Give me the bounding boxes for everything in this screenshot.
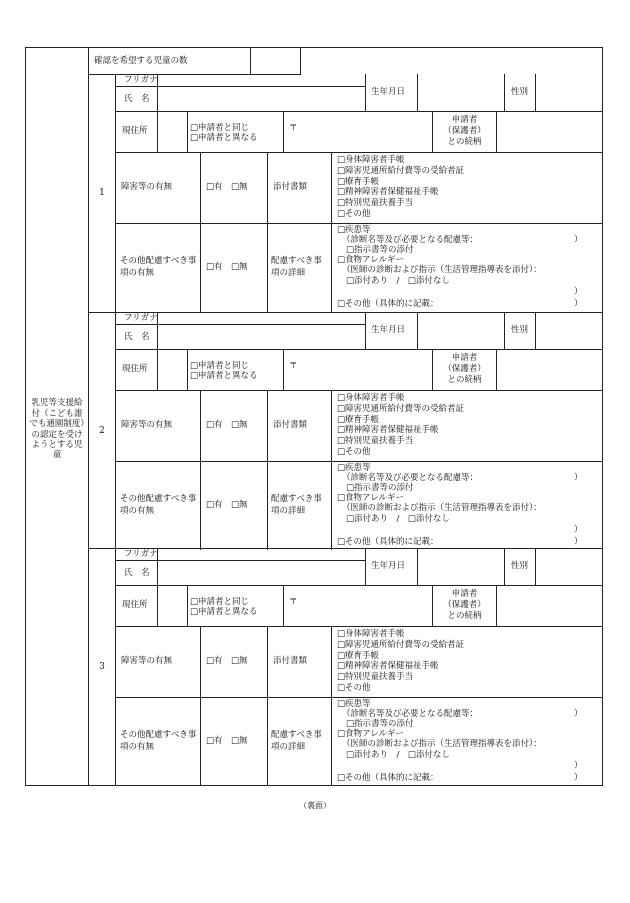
disability-label: 障害等の有無 <box>121 656 173 667</box>
birth-date-label: 生年月日 <box>371 325 406 336</box>
relation-label-3: との続柄 <box>447 375 482 385</box>
attach-yes-no-checkbox[interactable]: □添付あり / □添付なし <box>346 514 450 524</box>
sex-label: 性別 <box>511 87 529 98</box>
document-checkbox[interactable]: □特別児童扶養手当 <box>337 436 414 447</box>
attached-docs-label: 添付書類 <box>273 656 308 667</box>
furigana-label: フリガナ <box>124 74 158 85</box>
different-from-applicant-checkbox[interactable]: □申請者と異なる <box>190 133 258 143</box>
care-yes-no-checkbox[interactable]: □有 □無 <box>206 500 248 511</box>
care-detail-label: 配慮すべき事項の詳細 <box>271 256 322 278</box>
furigana-label: フリガナ <box>124 548 158 559</box>
illness-checkbox[interactable]: □疾患等 <box>337 225 371 235</box>
name-input[interactable] <box>158 561 364 585</box>
disability-yes-no-checkbox[interactable]: □有 □無 <box>206 182 248 193</box>
child-count-value[interactable] <box>251 47 300 75</box>
close-paren: ） <box>574 773 583 783</box>
furigana-input[interactable] <box>158 312 364 324</box>
doctor-instruction-line: （医師の診断および指示（生活管理指導表を添付）： <box>342 739 542 749</box>
sex-label: 性別 <box>511 561 529 572</box>
relation-label-3: との続柄 <box>447 137 482 147</box>
sex-input[interactable] <box>536 548 601 585</box>
close-paren: ） <box>574 299 583 309</box>
illness-checkbox[interactable]: □疾患等 <box>337 699 371 709</box>
food-allergy-checkbox[interactable]: □食物アレルギー <box>337 493 404 503</box>
sex-input[interactable] <box>536 312 601 349</box>
same-as-applicant-checkbox[interactable]: □申請者と同じ <box>190 361 250 371</box>
disability-label: 障害等の有無 <box>121 420 173 431</box>
relation-input[interactable] <box>497 349 601 390</box>
other-care-label: その他配慮すべき事項の有無 <box>120 256 197 278</box>
document-checkbox[interactable]: □障害児通所給付費等の受給者証 <box>337 403 465 414</box>
furigana-label: フリガナ <box>124 312 158 323</box>
document-checkbox[interactable]: □その他 <box>337 447 371 457</box>
birth-date-input[interactable] <box>418 548 503 585</box>
document-checkbox[interactable]: □療育手帳 <box>337 650 380 661</box>
relation-label-1: 申請者 <box>451 115 478 125</box>
close-paren: ） <box>574 235 583 245</box>
doctor-instruction-line: （医師の診断および指示（生活管理指導表を添付）： <box>342 503 542 513</box>
furigana-input[interactable] <box>158 548 364 560</box>
instruction-checkbox[interactable]: □指示書等の添付 <box>346 719 414 729</box>
birth-date-label: 生年月日 <box>371 87 406 98</box>
diagnosis-line: （診断名等及び必要となる配慮等： <box>342 235 479 245</box>
name-label: 氏 名 <box>124 331 150 342</box>
food-allergy-checkbox[interactable]: □食物アレルギー <box>337 255 404 265</box>
document-checkbox[interactable]: □療育手帳 <box>337 414 380 425</box>
same-as-applicant-checkbox[interactable]: □申請者と同じ <box>190 597 250 607</box>
document-checkbox[interactable]: □精神障害者保健福祉手帳 <box>337 661 439 672</box>
different-from-applicant-checkbox[interactable]: □申請者と異なる <box>190 371 258 381</box>
sex-label: 性別 <box>511 325 529 336</box>
document-checkbox[interactable]: □その他 <box>337 683 371 693</box>
address-input[interactable] <box>296 111 431 152</box>
document-checkbox[interactable]: □精神障害者保健福祉手帳 <box>337 187 439 198</box>
care-yes-no-checkbox[interactable]: □有 □無 <box>206 736 248 747</box>
disability-yes-no-checkbox[interactable]: □有 □無 <box>206 656 248 667</box>
document-checkbox[interactable]: □その他 <box>337 209 371 219</box>
name-input[interactable] <box>158 325 364 349</box>
name-input[interactable] <box>158 87 364 111</box>
name-label: 氏 名 <box>124 93 150 104</box>
other-specific-checkbox[interactable]: □その他（具体的に記載： <box>337 537 439 547</box>
attach-yes-no-checkbox[interactable]: □添付あり / □添付なし <box>346 750 450 760</box>
diagnosis-line: （診断名等及び必要となる配慮等： <box>342 709 479 719</box>
document-checkbox[interactable]: □特別児童扶養手当 <box>337 672 414 683</box>
document-checkbox[interactable]: □療育手帳 <box>337 176 380 187</box>
relation-label-1: 申請者 <box>451 589 478 599</box>
relation-label-2: （保護者） <box>443 126 486 136</box>
address-label: 現住所 <box>122 600 148 611</box>
document-checkbox[interactable]: □特別児童扶養手当 <box>337 198 414 209</box>
document-checkbox[interactable]: □精神障害者保健福祉手帳 <box>337 425 439 436</box>
address-label: 現住所 <box>122 126 148 137</box>
relation-label-2: （保護者） <box>443 364 486 374</box>
postal-mark: 〒 <box>289 123 298 133</box>
same-as-applicant-checkbox[interactable]: □申請者と同じ <box>190 123 250 133</box>
postal-mark: 〒 <box>289 597 298 607</box>
instruction-checkbox[interactable]: □指示書等の添付 <box>346 245 414 255</box>
child-number: 1 <box>99 187 105 198</box>
birth-date-label: 生年月日 <box>371 561 406 572</box>
close-paren: ） <box>574 709 583 719</box>
care-yes-no-checkbox[interactable]: □有 □無 <box>206 262 248 273</box>
other-specific-checkbox[interactable]: □その他（具体的に記載： <box>337 299 439 309</box>
document-checkbox[interactable]: □障害児通所給付費等の受給者証 <box>337 165 465 176</box>
birth-date-input[interactable] <box>418 74 503 111</box>
disability-yes-no-checkbox[interactable]: □有 □無 <box>206 420 248 431</box>
birth-date-input[interactable] <box>418 312 503 349</box>
address-input[interactable] <box>296 585 431 626</box>
attached-docs-label: 添付書類 <box>273 182 308 193</box>
close-paren: ） <box>574 473 583 483</box>
attach-yes-no-checkbox[interactable]: □添付あり / □添付なし <box>346 276 450 286</box>
document-checkbox[interactable]: □障害児通所給付費等の受給者証 <box>337 639 465 650</box>
relation-input[interactable] <box>497 111 601 152</box>
close-paren: ） <box>574 761 583 771</box>
document-checkbox[interactable]: □身体障害者手帳 <box>337 629 405 639</box>
close-paren: ） <box>574 525 583 535</box>
name-label: 氏 名 <box>124 567 150 578</box>
other-specific-checkbox[interactable]: □その他（具体的に記載： <box>337 773 439 783</box>
illness-checkbox[interactable]: □疾患等 <box>337 463 371 473</box>
child-count-label: 確認を希望する児童の数 <box>94 55 188 66</box>
other-care-label: その他配慮すべき事項の有無 <box>120 730 197 752</box>
instruction-checkbox[interactable]: □指示書等の添付 <box>346 483 414 493</box>
furigana-input[interactable] <box>158 74 364 86</box>
page-footer: （裏面） <box>299 801 331 810</box>
child-number: 3 <box>99 661 105 672</box>
diagnosis-line: （診断名等及び必要となる配慮等： <box>342 473 479 483</box>
care-detail-label: 配慮すべき事項の詳細 <box>271 494 322 516</box>
document-checkbox[interactable]: □身体障害者手帳 <box>337 393 405 403</box>
different-from-applicant-checkbox[interactable]: □申請者と異なる <box>190 607 258 617</box>
food-allergy-checkbox[interactable]: □食物アレルギー <box>337 729 404 739</box>
document-checkbox[interactable]: □身体障害者手帳 <box>337 155 405 165</box>
target-child-label: 乳児等支援給付（こども誰でも通園制度）の認定を受けようとする児童 <box>29 398 85 461</box>
disability-label: 障害等の有無 <box>121 182 173 193</box>
close-paren: ） <box>574 287 583 297</box>
care-detail-label: 配慮すべき事項の詳細 <box>271 730 322 752</box>
close-paren: ） <box>574 537 583 547</box>
other-care-label: その他配慮すべき事項の有無 <box>120 494 197 516</box>
postal-mark: 〒 <box>289 361 298 371</box>
relation-label-1: 申請者 <box>451 353 478 363</box>
relation-input[interactable] <box>497 585 601 626</box>
relation-label-3: との続柄 <box>447 611 482 621</box>
relation-label-2: （保護者） <box>443 600 486 610</box>
attached-docs-label: 添付書類 <box>273 420 308 431</box>
child-number: 2 <box>99 425 105 436</box>
address-label: 現住所 <box>122 364 148 375</box>
address-input[interactable] <box>296 349 431 390</box>
sex-input[interactable] <box>536 74 601 111</box>
doctor-instruction-line: （医師の診断および指示（生活管理指導表を添付）： <box>342 265 542 275</box>
